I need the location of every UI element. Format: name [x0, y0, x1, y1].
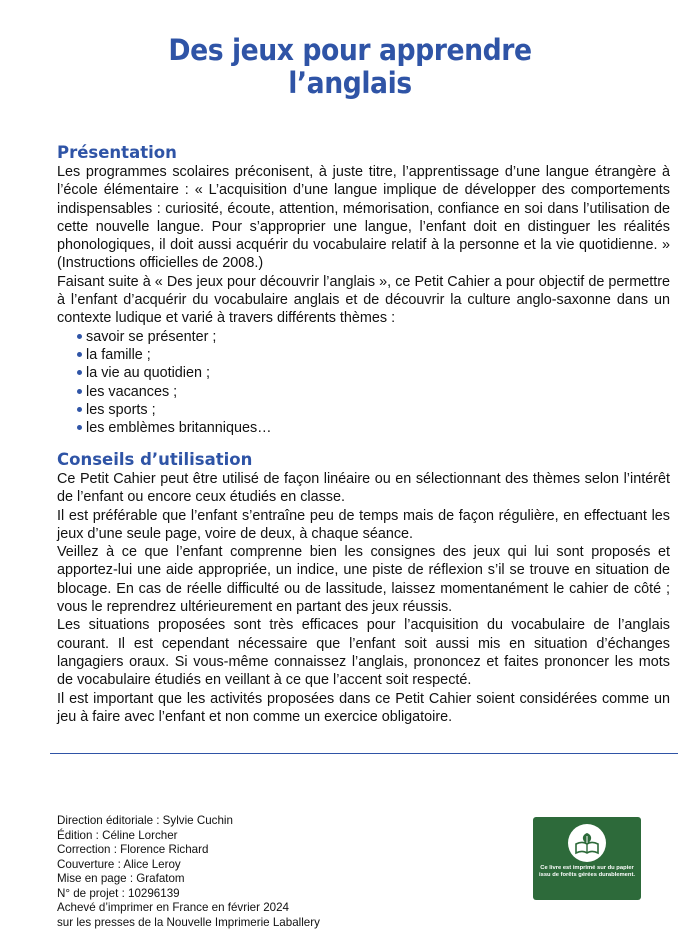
credit-line: sur les presses de la Nouvelle Imprimerie Laballery [57, 915, 320, 929]
credit-line: Couverture : Alice Leroy [57, 857, 181, 871]
eco-label-text: Ce livre est imprimé sur du papier issu de forêts gérées durablement. [538, 865, 635, 878]
divider [50, 753, 678, 754]
bullet-icon [77, 334, 82, 339]
bullet-icon [77, 407, 82, 412]
conseils-section [57, 450, 670, 726]
theme-label: les vacances ; [86, 383, 178, 400]
bullet-icon [77, 389, 82, 394]
list-item [77, 383, 670, 401]
credit-line: Mise en page : Grafatom [57, 872, 185, 885]
list-item [77, 364, 670, 382]
theme-label: la vie au quotidien ; [86, 365, 211, 382]
credit-line: Direction éditoriale : Sylvie Cuchin [57, 814, 233, 827]
conseils-heading: Conseils d’utilisation [57, 450, 253, 469]
book-leaf-icon [568, 824, 606, 862]
bullet-icon [77, 352, 82, 357]
presentation-paragraph-1: Les programmes scolaires préconisent, à juste titre, l’apprentissage d’une langue étrangère à l’école élémentaire : « L’acquisition d’une langue implique de développer des comportements indispensables : curiosité, écoute, attention, mémorisation, confiance en soi dans l’utilisation de cette nouvelle langue. Pour s’approprier une langue, l’enfant doit en distinguer les réalités phonologiques, il doit aussi acquérir du vocabulaire relatif à la personne et la vie quotidienne. » (Instructions officielles de 2008.) [57, 164, 670, 272]
bullet-icon [77, 425, 82, 430]
list-item [77, 328, 670, 346]
list-item [77, 401, 670, 419]
presentation-paragraph-2: Faisant suite à « Des jeux pour découvrir l’anglais », ce Petit Cahier a pour objectif de permettre à l’enfant d’acquérir du vocabulaire anglais et de découvrir la culture anglo-saxonne dans un contexte ludique et varié à travers différents thèmes : [57, 273, 670, 327]
conseils-paragraph: Ce Petit Cahier peut être utilisé de façon linéaire ou en sélectionnant des thèmes selon l’intérêt de l’enfant ou encore ceux étudiés en classe. [57, 471, 670, 506]
credit-line: N° de projet : 10296139 [57, 886, 180, 900]
list-item [77, 419, 670, 437]
page-title [28, 34, 672, 100]
credits-block [57, 814, 387, 930]
theme-label: les sports ; [86, 401, 156, 418]
page-title-line-2: l’anglais [288, 66, 412, 100]
presentation-section [57, 143, 670, 437]
conseils-paragraph: Il est important que les activités proposées dans ce Petit Cahier soient considérées comme un jeu à faire avec l’enfant et non comme un exercice obligatoire. [57, 690, 670, 725]
credit-line: Édition : Céline Lorcher [57, 828, 178, 842]
theme-label: savoir se présenter ; [86, 328, 217, 345]
theme-label: la famille ; [86, 346, 151, 363]
list-item [77, 346, 670, 364]
eco-label-badge [533, 817, 641, 900]
credit-line: Achevé d’imprimer en France en février 2024 [57, 901, 289, 914]
conseils-paragraph: Les situations proposées sont très efficaces pour l’acquisition du vocabulaire de l’anglais courant. Il est cependant nécessaire que l’enfant soit aussi mis en situation d’échanges langagiers oraux. Si vous-même connaissez l’anglais, prononcez et faites prononcer les mots de vocabulaire étudiés en veillant à ce que l’accent soit respecté. [57, 617, 670, 689]
credit-line: Correction : Florence Richard [57, 843, 209, 856]
page-title-line-1: Des jeux pour apprendre [168, 33, 532, 67]
conseils-paragraph: Veillez à ce que l’enfant comprenne bien les consignes des jeux qui lui sont proposés et apportez-lui une aide appropriée, un indice, une piste de réflexion s’il se trouve en situation de blocage. En cas de réelle difficulté ou de lassitude, laissez momentanément le cahier de côté ; vous le reprendrez ultérieurement en partant des jeux réussis. [57, 544, 670, 616]
themes-list [57, 328, 670, 438]
presentation-heading: Présentation [57, 143, 177, 162]
bullet-icon [77, 370, 82, 375]
theme-label: les emblèmes britanniques… [86, 420, 272, 437]
conseils-paragraph: Il est préférable que l’enfant s’entraîne peu de temps mais de façon régulière, en effectuant les jeux d’une seule page, voire de deux, à chaque séance. [57, 507, 670, 542]
